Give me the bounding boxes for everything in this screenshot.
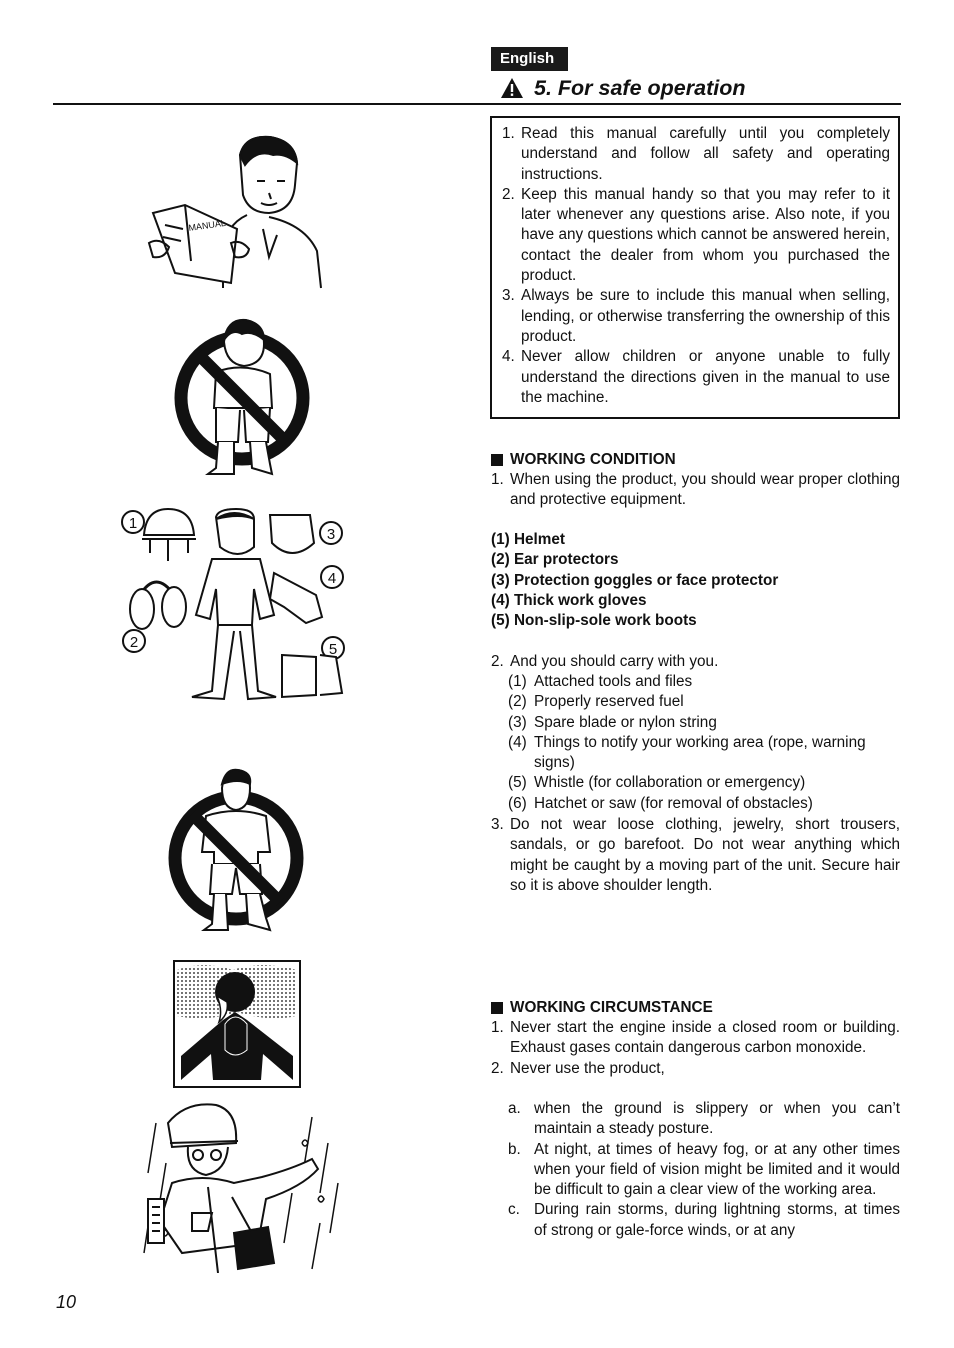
- list-item: 1. Read this manual carefully until you completely understand and follow all safety and operating instructions.: [502, 125, 890, 183]
- list-item: (1) Helmet: [491, 531, 565, 548]
- intro-box: [490, 116, 900, 419]
- square-bullet-icon: [491, 454, 503, 466]
- list-item: (4) Things to notify your working area (rope, warning signs): [508, 733, 866, 772]
- working-condition-item2: [491, 652, 900, 672]
- list-item: (2) Properly reserved fuel: [508, 693, 684, 711]
- working-condition-item3: [491, 815, 900, 896]
- rain-worker-illustration: [142, 1103, 342, 1273]
- list-item: b. At night, at times of heavy fog, or at any other times when your field of vision might be limited and it would be difficult to gain a clear view of the working area.: [508, 1140, 900, 1199]
- list-item: (3) Spare blade or nylon string: [508, 713, 717, 731]
- section-title: [500, 74, 745, 102]
- square-bullet-icon: [491, 1002, 503, 1014]
- no-loose-clothing-illustration: [166, 768, 306, 938]
- header-rule: [53, 103, 901, 105]
- list-item: 4. Never allow children or anyone unable to fully understand the directions given in the manual to use the machine.: [502, 348, 890, 406]
- language-tab: English: [491, 47, 568, 71]
- list-item: (3) Protection goggles or face protector: [491, 571, 779, 589]
- list-item: (4) Thick work gloves: [491, 591, 647, 609]
- callout-label: 5: [328, 641, 338, 658]
- exhaust-gas-warning-illustration: [173, 960, 301, 1088]
- list-item: c. During rain storms, during lightning storms, at times of strong or gale-force winds, or at any: [508, 1201, 900, 1239]
- svg-text:MANUAL: MANUAL: [187, 217, 227, 233]
- intro-list: [502, 124, 890, 408]
- working-circumstance-heading: WORKING CIRCUMSTANCE: [491, 998, 713, 1018]
- protective-gear-list: [491, 530, 778, 631]
- list-item: 3. Always be sure to include this manual when selling, lending, or otherwise transferring the ownership of this product.: [502, 287, 890, 345]
- list-item: a. when the ground is slippery or when you can’t maintain a steady posture.: [508, 1100, 900, 1138]
- no-children-illustration: [172, 318, 312, 478]
- list-item: (5) Whistle (for collaboration or emergency): [508, 774, 806, 792]
- list-item: 3. Do not wear loose clothing, jewelry, short trousers, sandals, or go barefoot. Do not wear anything which might be caught by a moving part of the unit. Secure hair so it is above shoulder length.: [491, 816, 900, 894]
- callout-label: 3: [326, 526, 336, 543]
- list-item: 2. Keep this manual handy so that you may refer to it later whenever any questions arise. Also note, if you have any questions which cannot be answered herein, contact the dealer from whom you purchased the product.: [502, 185, 890, 285]
- list-item: (5) Non-slip-sole work boots: [491, 612, 697, 630]
- list-item: (2) Ear protectors: [491, 551, 619, 569]
- warning-triangle-icon: [500, 77, 524, 99]
- list-item: 2. And you should carry with you.: [491, 653, 719, 670]
- list-item: (6) Hatchet or saw (for removal of obstacles): [508, 794, 813, 812]
- page-number: 10: [56, 1292, 77, 1312]
- working-circumstance-items: [491, 1018, 900, 1079]
- section-title-text: 5. For safe operation: [534, 75, 746, 100]
- protective-gear-illustration: [120, 505, 350, 705]
- callout-label: 1: [128, 515, 138, 532]
- working-condition-heading: WORKING CONDITION: [491, 450, 676, 470]
- callout-label: 2: [129, 634, 139, 651]
- circumstance-sub-list: [491, 1099, 900, 1241]
- reading-manual-illustration: [145, 133, 325, 293]
- callout-label: 4: [327, 570, 337, 587]
- list-item: 1. When using the product, you should wear proper clothing and protective equipment.: [491, 471, 900, 509]
- carry-list: [491, 672, 896, 814]
- list-item: 2. Never use the product,: [491, 1059, 665, 1077]
- working-condition-item1: [491, 470, 900, 511]
- list-item: 1. Never start the engine inside a closed room or building. Exhaust gases contain dangerous carbon monoxide.: [491, 1019, 900, 1057]
- list-item: (1) Attached tools and files: [508, 673, 693, 690]
